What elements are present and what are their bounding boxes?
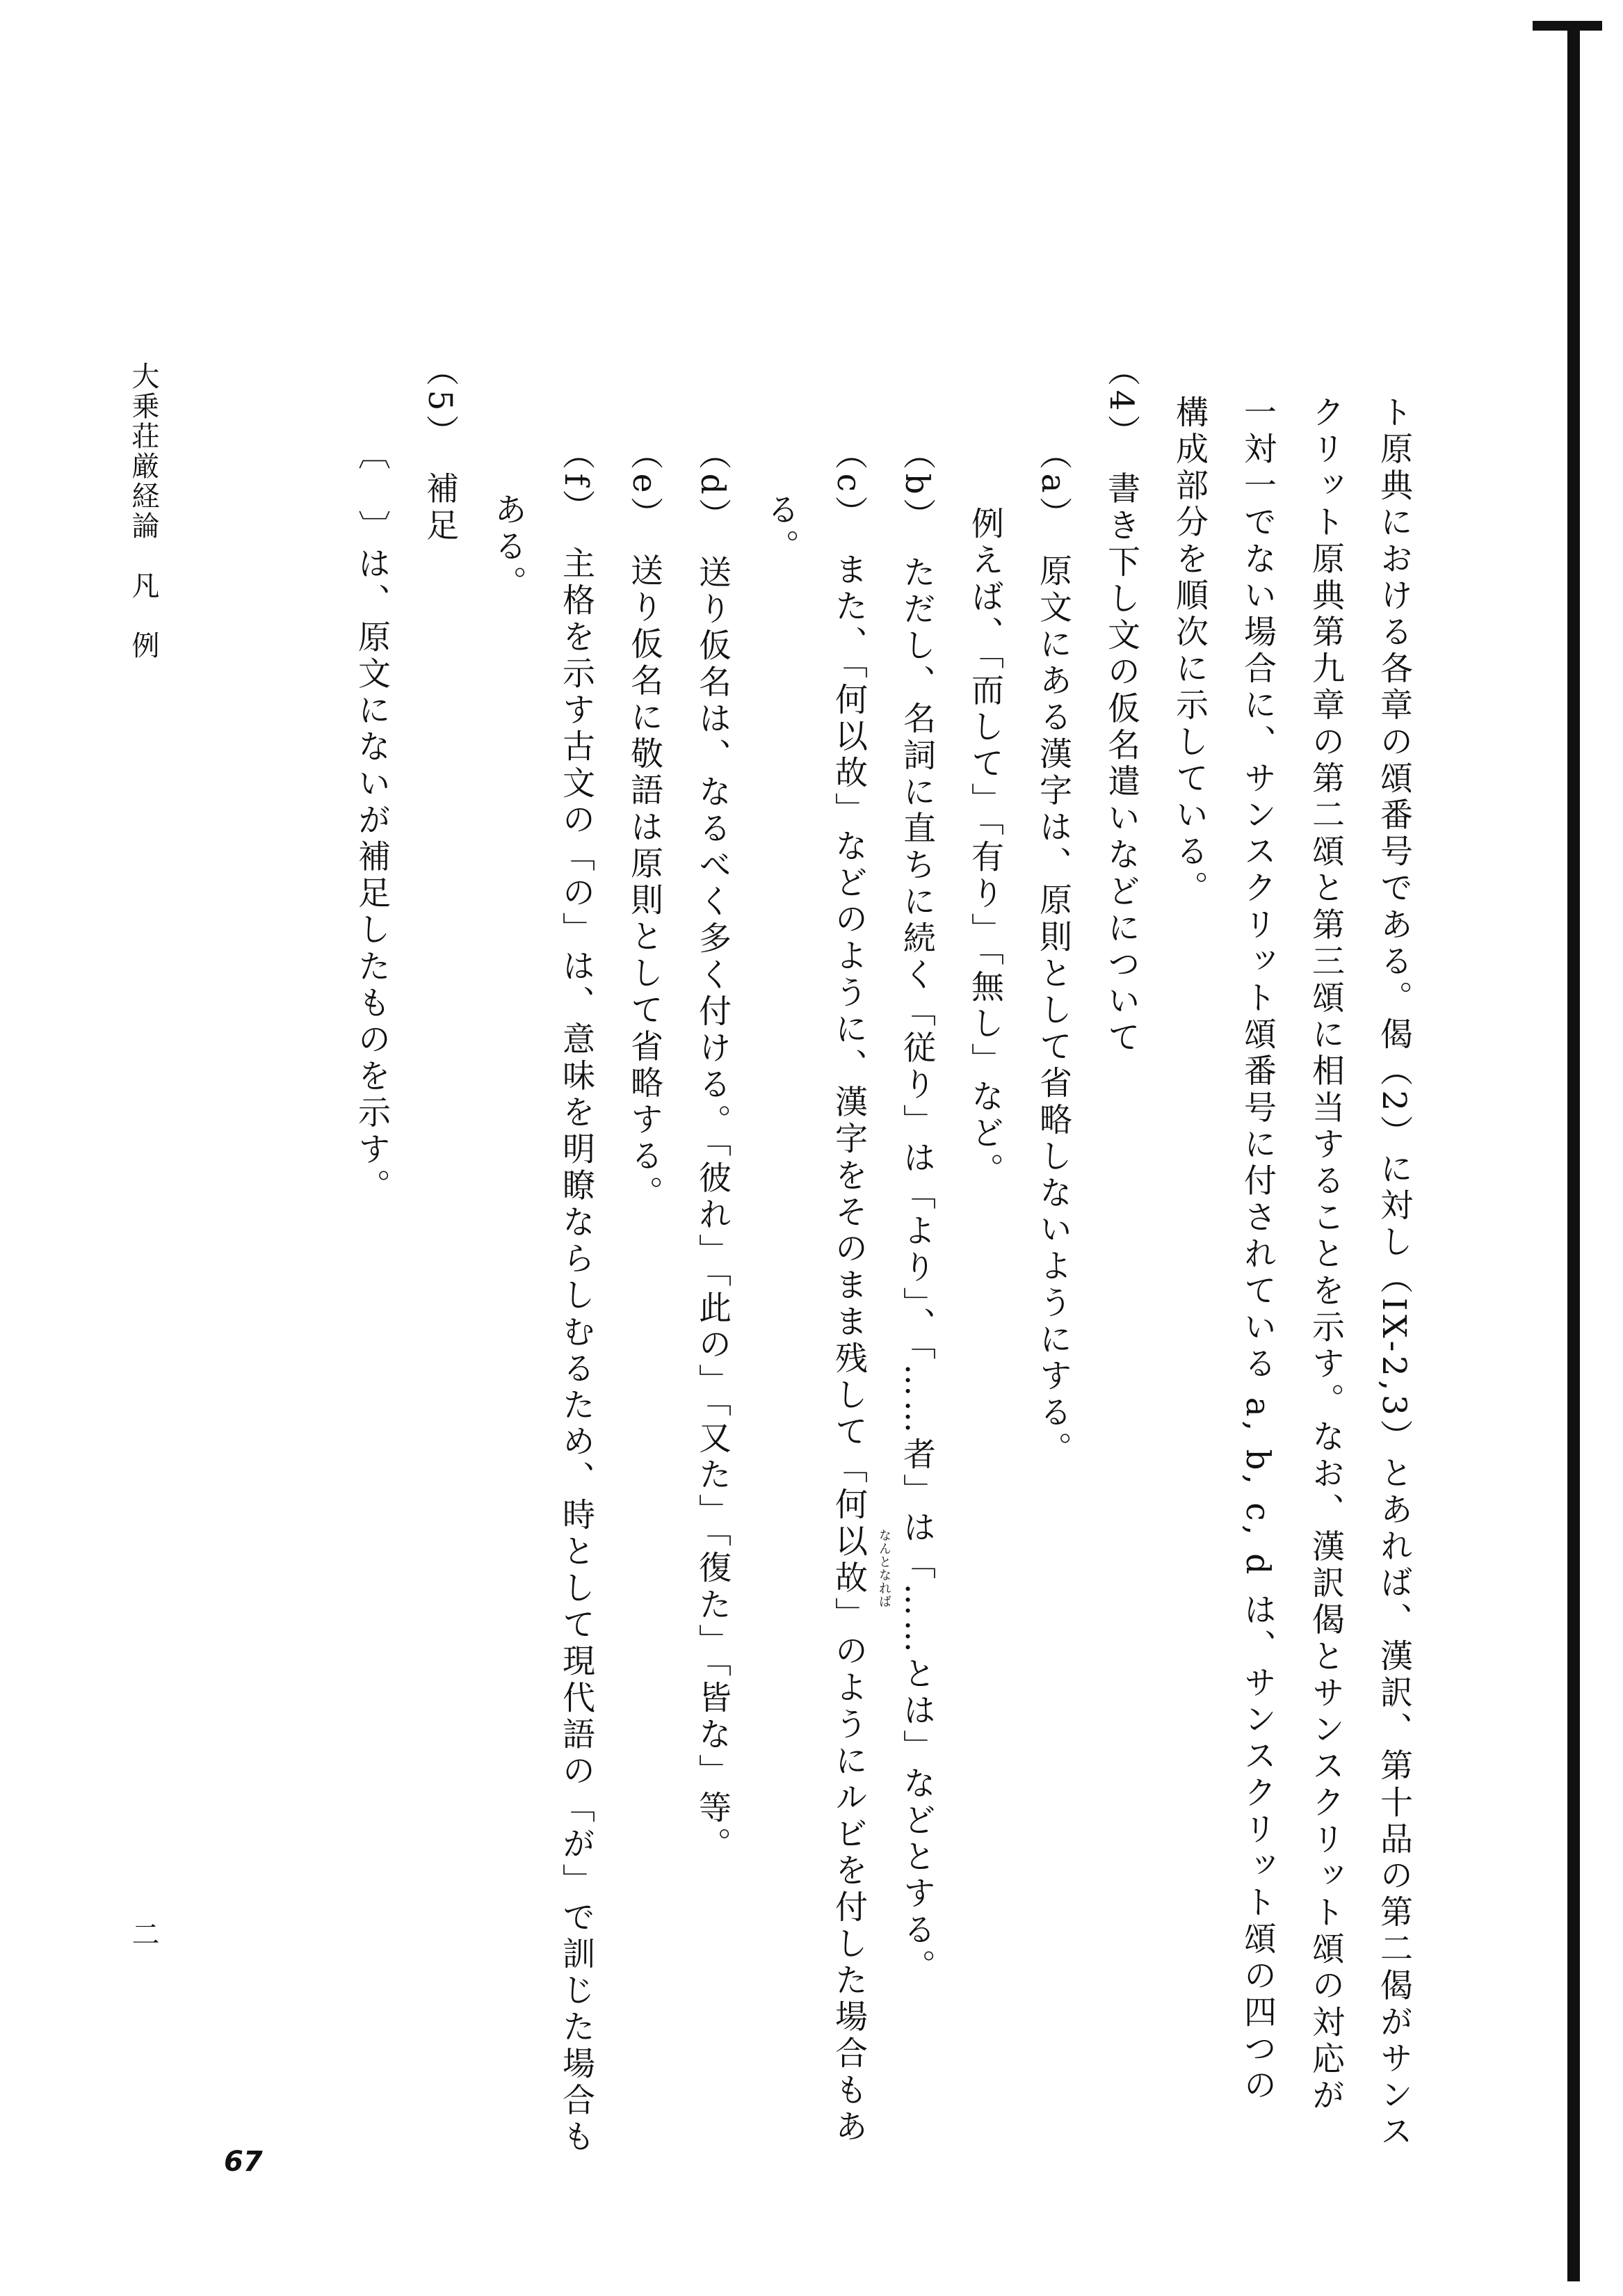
running-head-title: 大乗荘厳経論 凡 例 bbox=[127, 362, 159, 661]
supplement-note: 〔 〕は、原文にないが補足したものを示す。 bbox=[353, 437, 391, 1205]
list-item-b: （b） ただし、名詞に直ちに続く「従り」は「より」、「……者」は「……とは」などとする。 bbox=[898, 437, 936, 1986]
ruby-reading: なんとなれば bbox=[877, 1529, 891, 1608]
section-heading-4: （4） 書き下し文の仮名遣いなどについて bbox=[1102, 353, 1140, 1057]
list-item-a: （a） 原文にある漢字は、原則として省略しないようにする。 bbox=[1034, 437, 1072, 1468]
binding-edge bbox=[1567, 28, 1580, 2281]
section-heading-5: （5） 補足 bbox=[421, 353, 459, 545]
running-head-kanji-page: 二 bbox=[127, 1920, 159, 1950]
list-item-e: （e） 送り仮名に敬語は原則として省略する。 bbox=[625, 437, 663, 1212]
text-column: ト原典における各章の頌番号である。偈（2）に対し（IX-2,3）とあれば、漢訳、第十品の第二偈がサンス bbox=[1375, 395, 1413, 2151]
page-number: 67 bbox=[224, 2146, 263, 2178]
text-column: 構成部分を順次に示している。 bbox=[1170, 395, 1209, 908]
text-column: 一対一でない場合に、サンスクリット頌番号に付されている a, b, c, d は、サンスクリット頌の四つの bbox=[1238, 395, 1277, 2105]
text-column: ある。 bbox=[489, 492, 527, 602]
text-column: クリット原典第九章の第二頌と第三頌に相当することを示す。なお、漢訳偈とサンスクリット頌の対応が bbox=[1307, 395, 1345, 2115]
list-item-d: （d） 送り仮名は、なるべく多く付ける。「彼れ」「此の」「又た」「復た」「皆な」等。 bbox=[693, 437, 732, 1864]
example-line: 例えば、「而して」「有り」「無し」など。 bbox=[966, 506, 1004, 1189]
list-item-c: （c） また、「何以故」などのように、漢字をそのまま残して「何以故」のようにルビを付した場合もあ bbox=[830, 437, 868, 2146]
list-item-f: （f） 主格を示す古文の「の」は、意味を明瞭ならしむるため、時として現代語の「が」で訓じた場合も bbox=[557, 437, 595, 2156]
text-column: る。 bbox=[761, 492, 800, 566]
